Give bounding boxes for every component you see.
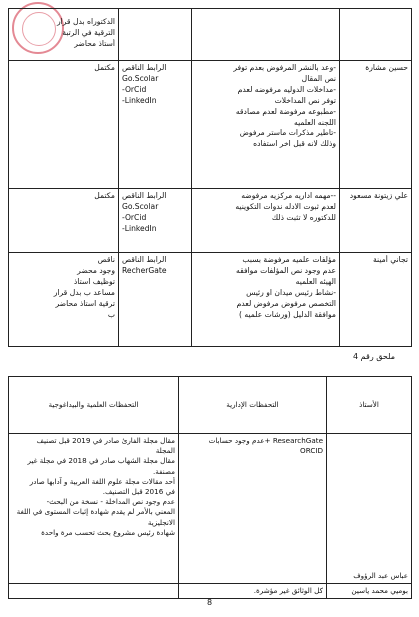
text-line: -OrCid [122, 84, 147, 94]
text-line: نص المقال [301, 73, 336, 83]
status-cell [9, 189, 119, 253]
text-line: -وعد بالنشر المرفوض بعدم توفر [233, 63, 336, 72]
professor-name: تجاني أمينة [372, 255, 408, 264]
text-line: مساعد ب بدل قرار [53, 287, 115, 297]
links-cell [119, 61, 192, 189]
status-cell [9, 61, 119, 189]
header-scientific: التحفظات العلمية والبيداغوجية [9, 377, 179, 434]
scientific-cell [9, 434, 179, 584]
criteria-cell [192, 61, 340, 189]
professor-name: علي زيتونة مسعود [349, 191, 408, 200]
name-cell [327, 584, 412, 599]
text-line: الترقية في الرتبة [62, 27, 115, 37]
text-line: أحد مقالات مجلة علوم اللغة العربية و آدابها صادر [29, 476, 175, 486]
text-line: شهادة رئيس مشروع بحث تحسب مرة واحدة [41, 527, 175, 537]
name-cell [340, 9, 412, 61]
text-line: توظيف استاذ [73, 276, 115, 286]
text-line: مؤلفات علميه مرفوضة بسبب [242, 255, 336, 264]
criteria-cell [192, 253, 340, 347]
name-cell [340, 253, 412, 347]
name-cell [327, 434, 412, 584]
criteria-cell [192, 9, 340, 61]
text-line: للدكتوره لا تثبت ذلك [271, 212, 336, 222]
text-line: في 2016 قبل التصنيف. [102, 487, 175, 497]
text-line: Go.Scolar [122, 73, 159, 83]
text-line: الهيئه العلميه [295, 276, 336, 286]
table-row [9, 9, 412, 61]
admin-cell [179, 584, 327, 599]
professor-name: حسين مشارة [365, 63, 408, 72]
professor-name: بوميي محمد ياسين [351, 586, 408, 595]
text-line: ناقص [97, 255, 115, 264]
text-line: ORCID [300, 446, 323, 456]
table-header-row [9, 377, 412, 434]
scientific-cell [9, 584, 179, 599]
links-cell [119, 9, 192, 61]
text-line: مكتمل [94, 191, 115, 200]
table-row [9, 434, 412, 584]
text-line: ترقية استاذ محاضر [55, 298, 115, 308]
page-number: 8 [206, 598, 213, 607]
text-line: كل الوثائق غير مؤشرة. [253, 586, 323, 595]
text-line: الانجليزية [147, 517, 175, 527]
text-line: الرابط الناقص [122, 255, 167, 264]
text-line: -LinkedIn [122, 223, 157, 233]
text-line: اللجنه العلميه [294, 117, 336, 127]
annex-label: ملحق رقم 4 [353, 352, 395, 361]
text-line: -مطبوعه مرفوضة لعدم مصادقه [235, 106, 336, 116]
text-line: -نشاط رئيس ميدان او رئيس [246, 287, 336, 297]
text-line: -تاطير مذكرات ماستر مرفوض [239, 128, 336, 138]
text-line: --مهمه اداريه مركزيه مرفوضه [241, 191, 336, 200]
table-row [9, 189, 412, 253]
text-line: Go.Scolar [122, 201, 159, 211]
admin-cell [179, 434, 327, 584]
table-row [9, 584, 412, 599]
text-line: مقال مجلة الفارئ صادر في 2019 قبل تصنيف [36, 436, 175, 445]
professors-review-table [8, 8, 412, 347]
text-line: -OrCid [122, 212, 147, 222]
text-line: مصنفة. [152, 466, 175, 476]
reservations-table [8, 376, 412, 599]
name-cell [340, 189, 412, 253]
text-line: RecherGate [122, 265, 167, 275]
links-cell [119, 253, 192, 347]
header-professor: الأستاذ [327, 377, 412, 434]
text-line: المعني بالأمر لم يقدم شهادة إثبات المستوى في اللغة [16, 507, 175, 517]
text-line: موافقة الدليل (ورشات علميه ) [239, 309, 336, 319]
text-line: مقال مجلة الشهاب صادر في 2018 في مجلة غير [27, 456, 175, 466]
status-cell [9, 9, 119, 61]
criteria-cell [192, 189, 340, 253]
text-line: ب [107, 309, 115, 319]
links-cell [119, 189, 192, 253]
text-line: توفر نص المداخلات [274, 95, 336, 105]
text-line: وذلك لانه قبل اخر استفاده [253, 139, 336, 149]
text-line: ResearchGate +عدم وجود حسابات [208, 436, 323, 445]
table-row [9, 253, 412, 347]
text-line: -LinkedIn [122, 95, 157, 105]
text-line: عدم وجود نص المؤلفات موافقه [236, 265, 336, 275]
text-line: عدم وجود نص المداخلة - نسخة من البحث- [46, 497, 175, 507]
text-line: التخصص مرفوض مرفوض لعدم [236, 298, 336, 308]
name-cell [340, 61, 412, 189]
text-line: مكتمل [94, 63, 115, 72]
text-line: أستاذ محاضر [74, 38, 115, 48]
status-cell [9, 253, 119, 347]
professor-name: عباس عبد الرؤوف [353, 570, 408, 580]
text-line: لعدم ثبوت الادله ندوات التكوينيه [235, 201, 336, 211]
header-admin: التحفظات الإدارية [179, 377, 327, 434]
text-line: الرابط الناقص [122, 63, 167, 72]
table-row [9, 61, 412, 189]
text-line: الرابط الناقص [122, 191, 167, 200]
text-line: -مداخلات الدوليه مرفوضه لعدم [237, 84, 336, 94]
text-line: وجود محضر [77, 265, 115, 275]
text-line: المجلة [155, 446, 175, 456]
text-line: الدكتوراه بدل قرار [56, 17, 115, 26]
